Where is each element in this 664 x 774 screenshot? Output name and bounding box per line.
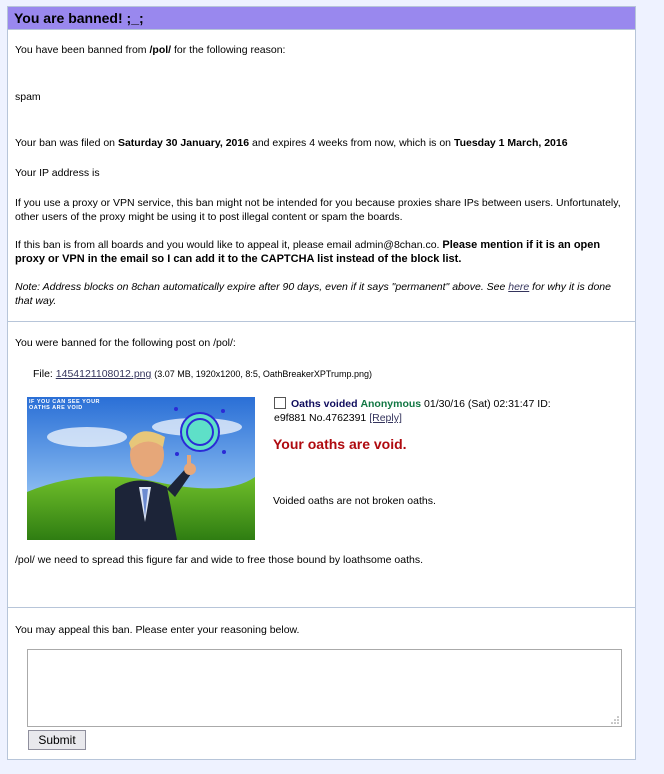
note-prefix: Note: Address blocks on 8chan automatically expire after 90 days, even if it says "permanent" above. See: [15, 281, 509, 293]
ban-intro-suffix: for the following reason:: [171, 44, 286, 56]
ban-note: [15, 280, 628, 308]
file-link[interactable]: 1454121108012.png: [55, 368, 152, 380]
divider: [8, 607, 635, 608]
ban-reason: spam: [15, 91, 41, 103]
appeal-info-prefix: If this ban is from all boards and you would like to appeal it, please email admin@8chan.co.: [15, 239, 443, 251]
file-info: [33, 368, 372, 380]
post-intro: You were banned for the following post on /pol/:: [15, 337, 236, 349]
ip-address-text: Your IP address is: [15, 167, 100, 179]
appeal-prompt: You may appeal this ban. Please enter your reasoning below.: [15, 624, 300, 636]
note-here-link[interactable]: here: [508, 281, 530, 293]
post-name: Anonymous: [360, 398, 422, 410]
post-id: e9f881: [274, 412, 307, 424]
image-caption: IF YOU CAN SEE YOUR OATHS ARE VOID: [29, 399, 101, 411]
proxy-text: If you use a proxy or VPN service, this ban might not be intended for you because proxies share IPs between users. Unfortunately, other users of the proxy might be using it to post illegal content or spam the boards.: [15, 197, 621, 223]
ban-header: [8, 7, 635, 30]
filed-prefix: Your ban was filed on: [15, 137, 118, 149]
post-date: 01/30/16 (Sat) 02:31:47 ID:: [424, 398, 551, 410]
ban-board: /pol/: [149, 44, 172, 56]
post-body: Voided oaths are not broken oaths.: [273, 495, 436, 507]
ban-box: [7, 6, 636, 760]
appeal-info-bold: Please mention if it is an open proxy or VPN in the email so I can add it to the CAPTCHA list instead of the block list.: [15, 239, 601, 265]
post-comment: /pol/ we need to spread this figure far and wide to free those bound by loathsome oaths.: [15, 554, 424, 566]
ban-intro-prefix: You have been banned from: [15, 44, 150, 56]
file-label: File:: [33, 368, 56, 380]
appeal-textarea[interactable]: [27, 649, 622, 727]
expires-date: Tuesday 1 March, 2016: [453, 137, 568, 149]
ban-dates: [15, 136, 628, 150]
note-suffix: for why it is done that way.: [15, 281, 611, 307]
post-subject: Oaths voided: [291, 398, 358, 410]
post-number[interactable]: No.4762391: [309, 412, 367, 424]
post-image[interactable]: [27, 397, 255, 540]
post-red-text: Your oaths are void.: [273, 436, 407, 452]
filed-date: Saturday 30 January, 2016: [117, 137, 250, 149]
post-select-checkbox[interactable]: [274, 397, 286, 409]
divider: [8, 321, 635, 322]
post-header: [274, 397, 624, 425]
file-meta: (3.07 MB, 1920x1200, 8:5, OathBreakerXPTrump.png): [154, 369, 373, 379]
appeal-info: [15, 238, 628, 266]
ban-title: You are banned! ;_;: [14, 10, 144, 26]
post-image-art: [27, 397, 255, 540]
submit-button[interactable]: Submit: [28, 730, 86, 750]
ban-intro: [15, 43, 628, 57]
filed-middle: and expires 4 weeks from now, which is on: [249, 137, 454, 149]
resize-grip-icon[interactable]: [611, 716, 619, 724]
reply-link[interactable]: [Reply]: [369, 412, 402, 424]
